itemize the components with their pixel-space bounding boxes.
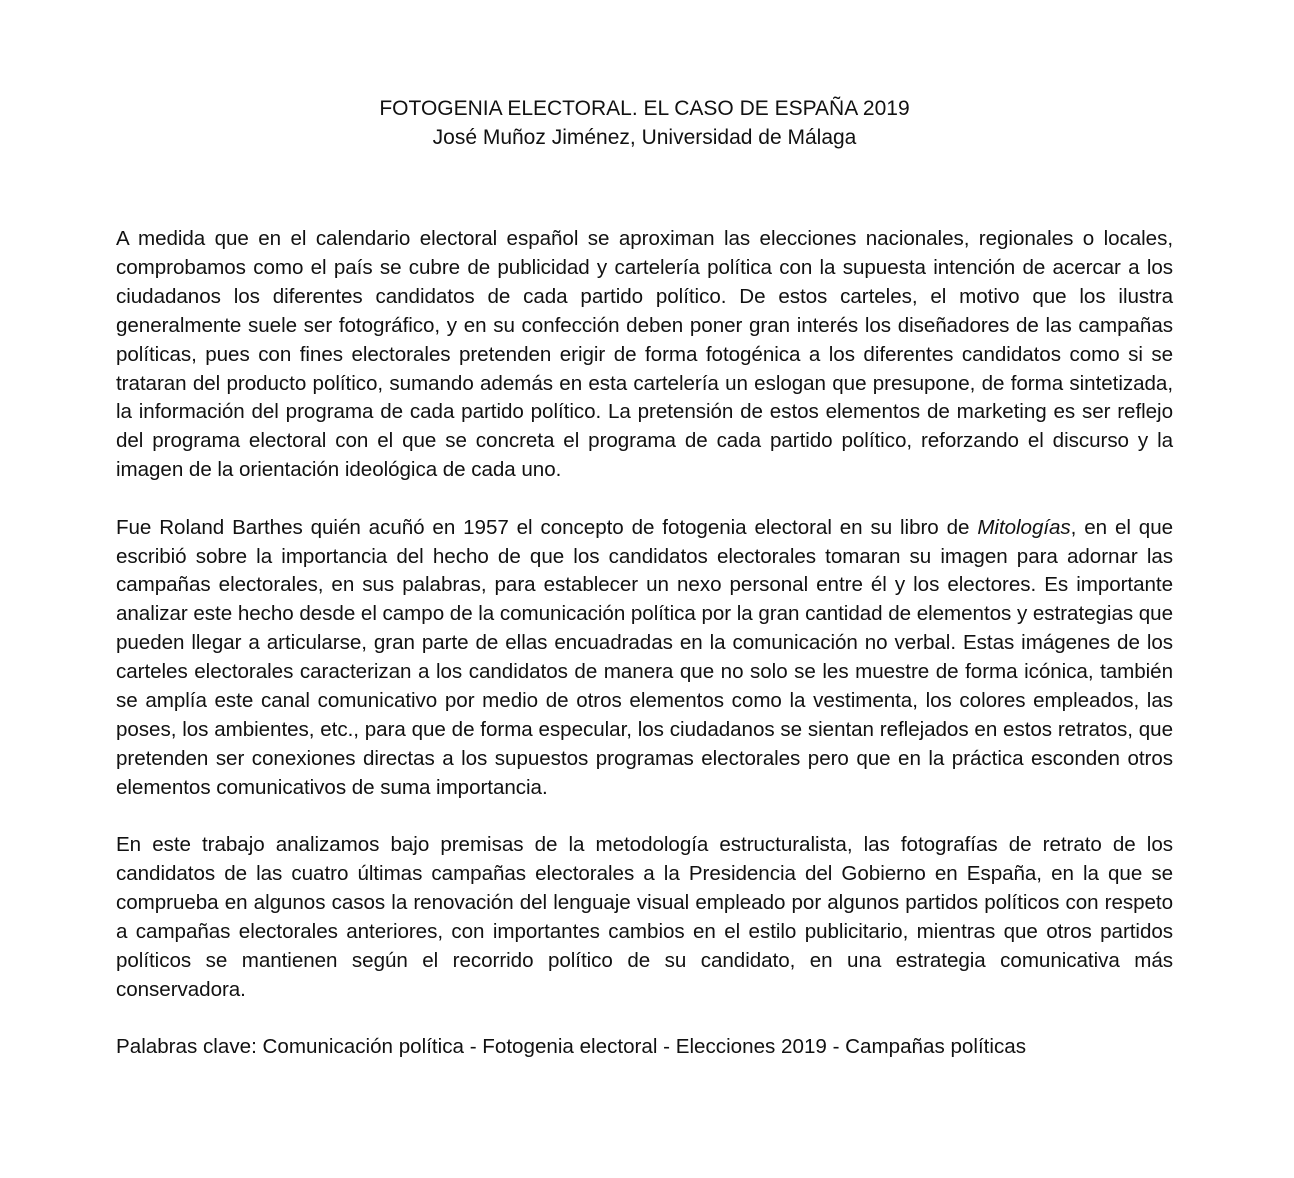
document-header	[116, 94, 1173, 152]
book-title-italic: Mitologías	[977, 515, 1071, 539]
author-affiliation: José Muñoz Jiménez, Universidad de Málaga	[432, 126, 857, 149]
document-title: FOTOGENIA ELECTORAL. EL CASO DE ESPAÑA 2019	[379, 97, 910, 120]
paragraph-text-before: Fue Roland Barthes quién acuñó en 1957 el concepto de fotogenia electoral en su libro de	[116, 515, 978, 539]
abstract-paragraph-3: En este trabajo analizamos bajo premisas de la metodología estructuralista, las fotografías de retrato de los candidatos de las cuatro últimas campañas electorales a la Presidencia del Gobierno en España, en la que se comprueba en algunos casos la renovación del lenguaje visual empleado por algunos partidos políticos con respeto a campañas electorales anteriores, con importantes cambios en el estilo publicitario, mientras que otros partidos políticos se mantienen según el recorrido político de su candidato, en una estrategia comunicativa más conservadora.	[116, 833, 1173, 1001]
paragraph-text-after: , en el que escribió sobre la importancia del hecho de que los candidatos electorales tomaran su imagen para adornar las campañas electorales, en sus palabras, para establecer un nexo personal entre él y los electores. Es importante analizar este hecho desde el campo de la comunicación política por la gran cantidad de elementos y estrategias que pueden llegar a articularse, gran parte de ellas encuadradas en la comunicación no verbal. Estas imágenes de los carteles electorales caracterizan a los candidatos de manera que no solo se les muestre de forma icónica, también se amplía este canal comunicativo por medio de otros elementos como la vestimenta, los colores empleados, las poses, los ambientes, etc., para que de forma especular, los ciudadanos se sientan reflejados en estos retratos, que pretenden ser conexiones directas a los supuestos programas electorales pero que en la práctica esconden otros elementos comunicativos de suma importancia.	[116, 515, 1173, 799]
abstract-paragraph-1: A medida que en el calendario electoral español se aproximan las elecciones nacionales, regionales o locales, comprobamos como el país se cubre de publicidad y cartelería política con la supuesta intención de acercar a los ciudadanos los diferentes candidatos de cada partido político. De estos carteles, el motivo que los ilustra generalmente suele ser fotográfico, y en su confección deben poner gran interés los diseñadores de las campañas políticas, pues con fines electorales pretenden erigir de forma fotogénica a los diferentes candidatos como si se trataran del producto político, sumando además en esta cartelería un eslogan que presupone, de forma sintetizada, la información del programa de cada partido político. La pretensión de estos elementos de marketing es ser reflejo del programa electoral con el que se concreta el programa de cada partido político, reforzando el discurso y la imagen de la orientación ideológica de cada uno.	[116, 227, 1173, 482]
abstract-paragraph-2	[116, 514, 1173, 803]
keywords-line: Palabras clave: Comunicación política - Fotogenia electoral - Elecciones 2019 - Campañas políticas	[116, 1035, 1027, 1059]
document-page	[116, 94, 1173, 1062]
